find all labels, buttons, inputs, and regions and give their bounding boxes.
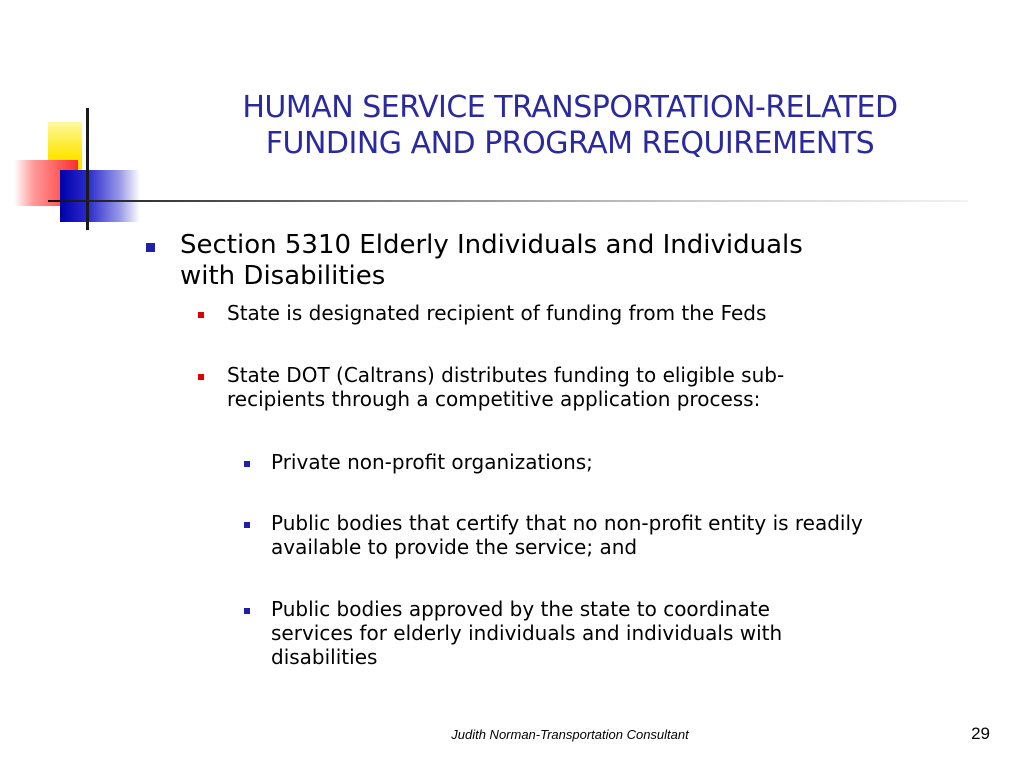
bullet-marker [146, 243, 155, 252]
bullet-text: State is designated recipient of funding from the Feds [227, 301, 767, 325]
bullet-text: Public bodies that certify that no non-profit entity is readily [271, 511, 863, 535]
bullet-marker [244, 522, 250, 528]
bullet-marker [244, 608, 250, 614]
bullet-text: Public bodies approved by the state to coordinate [271, 597, 770, 621]
bullet-marker [198, 312, 204, 318]
bullet-text: recipients through a competitive application process: [227, 387, 761, 411]
bullet-text: services for elderly individuals and individuals with [271, 621, 783, 645]
bullet-text: Private non-profit organizations; [271, 450, 593, 474]
bullet-marker [244, 461, 250, 467]
page-number: 29 [971, 724, 990, 743]
bullet-text: State DOT (Caltrans) distributes funding to eligible sub- [227, 363, 785, 387]
slide-footer: Judith Norman-Transportation Consultant [451, 727, 689, 742]
bullet-marker [198, 374, 204, 380]
bullet-text: disabilities [271, 645, 378, 669]
bullet-text: available to provide the service; and [271, 535, 638, 559]
slide-title-line1: HUMAN SERVICE TRANSPORTATION-RELATED [242, 90, 898, 125]
slide-title-line2: FUNDING AND PROGRAM REQUIREMENTS [265, 126, 875, 161]
bullet-text: with Disabilities [180, 261, 386, 291]
bullet-text: Section 5310 Elderly Individuals and Individuals [180, 230, 803, 260]
